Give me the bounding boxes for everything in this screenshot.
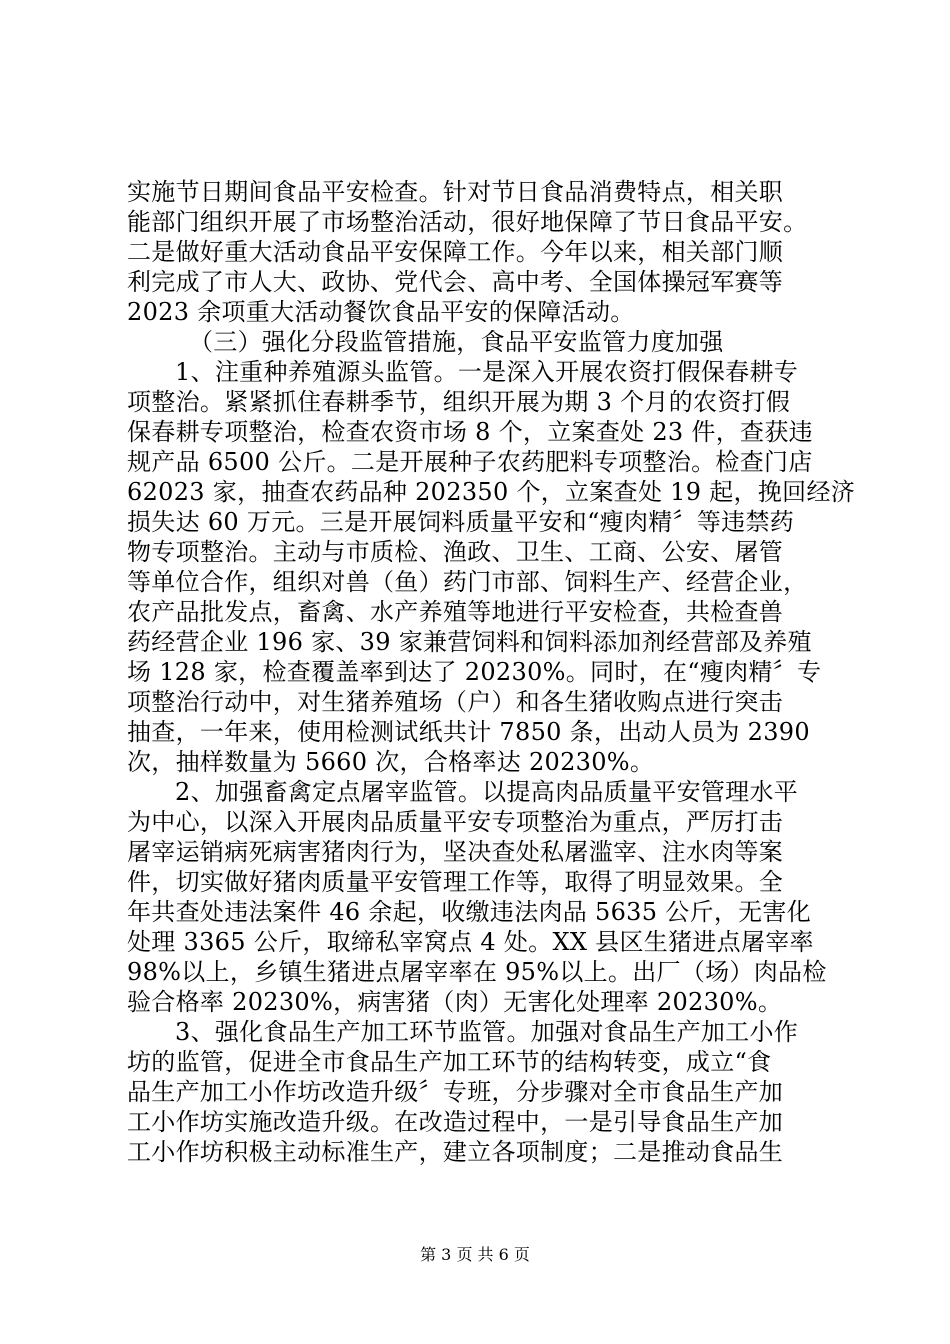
text-line: 农产品批发点，畜禽、水产养殖等地进行平安检查，共检查兽 <box>127 598 784 626</box>
text-line: 损失达 60 万元。三是开展饲料质量平安和“瘦肉精〞等违禁药 <box>127 508 795 536</box>
text-line: 工小作坊实施改造升级。在改造过程中，一是引导食品生产加 <box>127 1108 784 1136</box>
text-line: 项整治行动中，对生猪养殖场（户）和各生猪收购点进行突击 <box>127 688 784 716</box>
text-line: 二是做好重大活动食品平安保障工作。今年以来，相关部门顺 <box>127 238 784 266</box>
paragraph-start-line: 3、强化食品生产加工环节监管。加强对食品生产加工小作 <box>175 1018 799 1046</box>
text-line: 件，切实做好猪肉质量平安管理工作等，取得了明显效果。全 <box>127 868 784 896</box>
text-line: 药经营企业 196 家、39 家兼营饲料和饲料添加剂经营部及养殖 <box>127 628 812 656</box>
paragraph-start-line: 1、注重种养殖源头监管。一是深入开展农资打假保春耕专 <box>175 358 799 386</box>
text-line: 抽查，一年来，使用检测试纸共计 7850 条，出动人员为 2390 <box>127 718 810 746</box>
page-footer: 第 3 页 共 6 页 <box>420 1245 530 1264</box>
text-line: 能部门组织开展了市场整治活动，很好地保障了节日食品平安。 <box>127 208 808 236</box>
paragraph-start-line: 2、加强畜禽定点屠宰监管。以提高肉品质量平安管理水平 <box>175 778 799 806</box>
text-line: 验合格率 20230%，病害猪（肉）无害化处理率 20230%。 <box>127 988 783 1016</box>
document-body <box>127 177 856 1167</box>
text-line: 处理 3365 公斤，取缔私宰窝点 4 处。XX 县区生猪进点屠宰率 <box>127 928 814 956</box>
text-line: 62023 家，抽查农药品种 202350 个，立案查处 19 起，挽回经济 <box>127 478 856 506</box>
text-line: 保春耕专项整治，检查农资市场 8 个，立案查处 23 件，查获违 <box>127 418 813 446</box>
text-line: 品生产加工小作坊改造升级〞专班，分步骤对全市食品生产加 <box>127 1078 784 1106</box>
text-line: 规产品 6500 公斤。二是开展种子农药肥料专项整治。检查门店 <box>127 448 813 476</box>
text-line: 等单位合作，组织对兽（鱼）药门市部、饲料生产、经营企业， <box>127 568 808 596</box>
text-line: 坊的监管，促进全市食品生产加工环节的结构转变，成立“食 <box>127 1048 772 1076</box>
text-line: 实施节日期间食品平安检查。针对节日食品消费特点，相关职 <box>127 178 784 206</box>
text-line: 场 128 家，检查覆盖率到达了 20230%。同时，在“瘦肉精〞专 <box>127 658 822 686</box>
text-line: 利完成了市人大、政协、党代会、高中考、全国体操冠军赛等 <box>127 268 784 296</box>
text-line: 98%以上，乡镇生猪进点屠宰率在 95%以上。出厂（场）肉品检 <box>127 958 827 986</box>
text-line: 2023 余项重大活动餐饮食品平安的保障活动。 <box>127 298 635 326</box>
text-line: 年共查处违法案件 46 余起，收缴违法肉品 5635 公斤，无害化 <box>127 898 812 926</box>
text-line: 次，抽样数量为 5660 次，合格率达 20230%。 <box>127 748 655 776</box>
text-line: 屠宰运销病死病害猪肉行为，坚决查处私屠滥宰、注水肉等案 <box>127 838 784 866</box>
section-heading: （三）强化分段监管措施，食品平安监管力度加强 <box>189 328 724 356</box>
text-line: 工小作坊积极主动标准生产，建立各项制度；二是推动食品生 <box>127 1138 784 1166</box>
text-line: 项整治。紧紧抓住春耕季节，组织开展为期 3 个月的农资打假 <box>127 388 791 416</box>
text-line: 为中心，以深入开展肉品质量平安专项整治为重点，严厉打击 <box>127 808 784 836</box>
text-line: 物专项整治。主动与市质检、渔政、卫生、工商、公安、屠管 <box>127 538 784 566</box>
